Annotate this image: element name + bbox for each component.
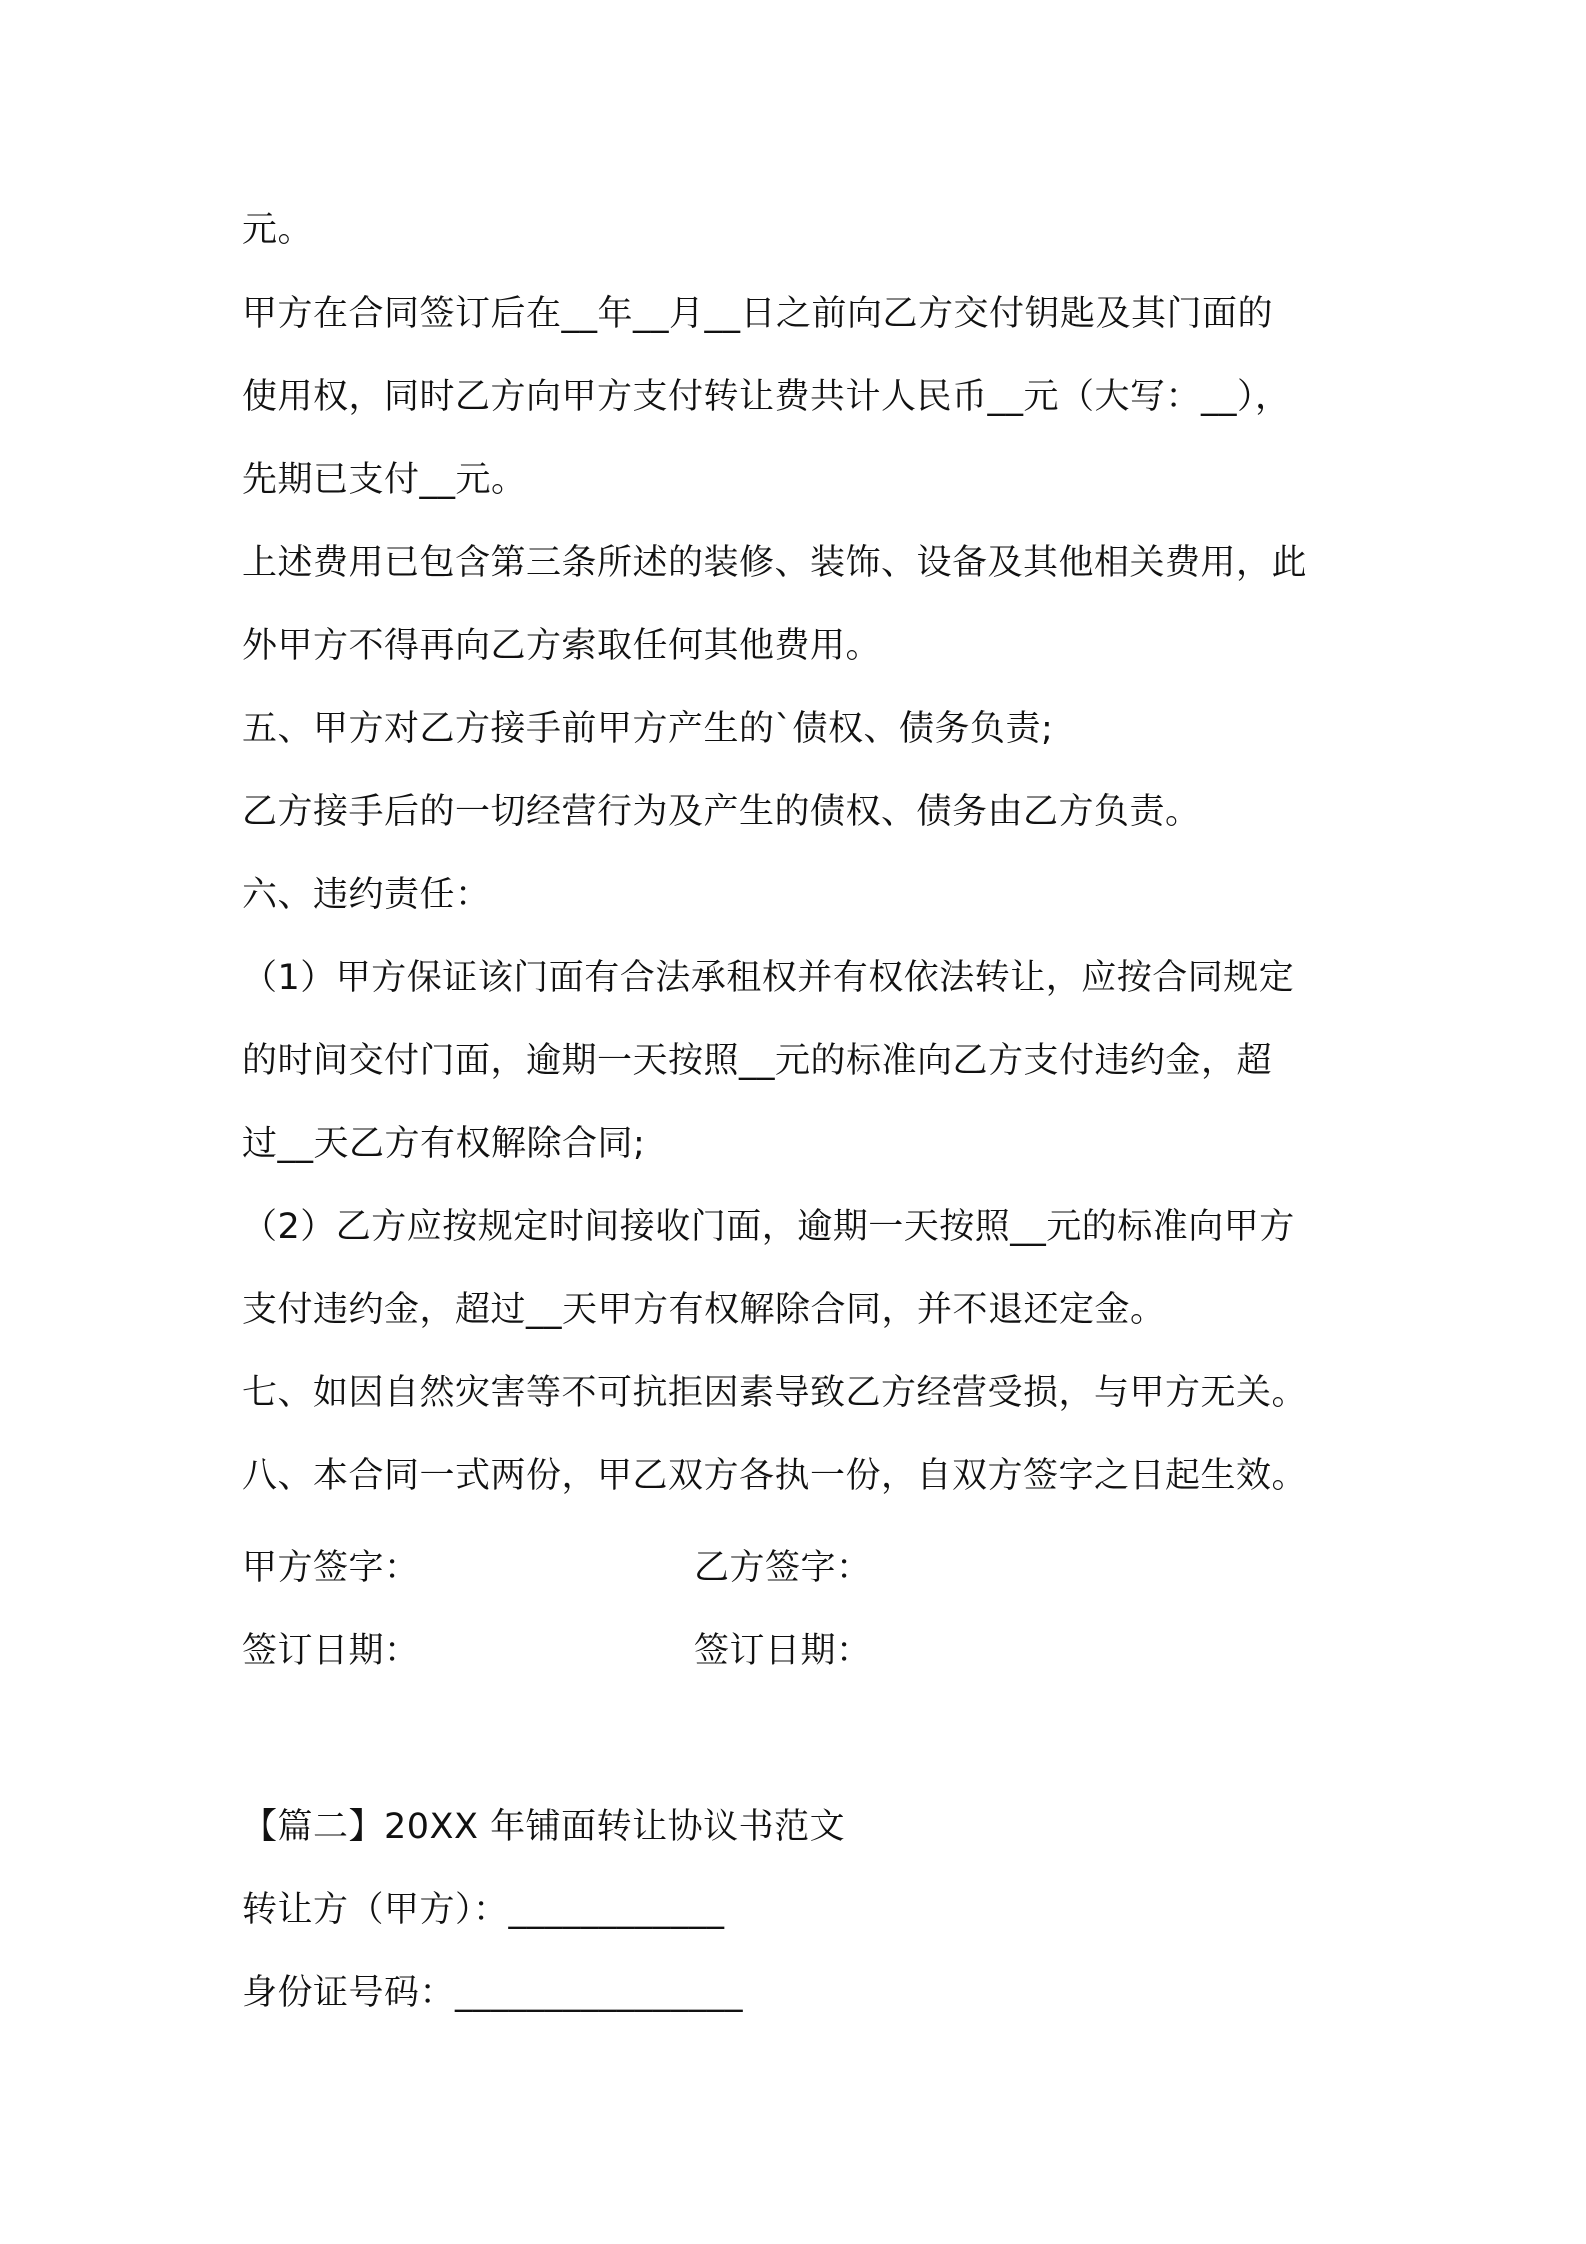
text-line: 上述费用已包含第三条所述的装修、装饰、设备及其他相关费用，此	[242, 543, 1308, 583]
text-line: 过__天乙方有权解除合同;	[242, 1124, 646, 1164]
party-a-signature-label: 甲方签字：	[242, 1548, 420, 1588]
clause-eight: 八、本合同一式两份，甲乙双方各执一份，自双方签字之日起生效。	[242, 1456, 1308, 1496]
text-line: 支付违约金，超过__天甲方有权解除合同，并不退还定金。	[242, 1290, 1166, 1330]
text-line: 使用权，同时乙方向甲方支付转让费共计人民币__元（大写：__），	[242, 377, 1291, 417]
clause-six-heading: 六、违约责任：	[242, 875, 491, 915]
party-b-date-label: 签订日期：	[694, 1631, 872, 1671]
text-line: 外甲方不得再向乙方索取任何其他费用。	[242, 626, 882, 666]
text-line: 元。	[242, 210, 314, 250]
party-a-date-label: 签订日期：	[242, 1631, 420, 1671]
text-line: 乙方接手后的一切经营行为及产生的债权、债务由乙方负责。	[242, 792, 1201, 832]
text-line: （1）甲方保证该门面有合法承租权并有权依法转让，应按合同规定	[242, 958, 1295, 998]
text-line: 甲方在合同签订后在__年__月__日之前向乙方交付钥匙及其门面的	[242, 294, 1274, 334]
text-line: （2）乙方应按规定时间接收门面，逾期一天按照__元的标准向甲方	[242, 1207, 1295, 1247]
id-number-field: 身份证号码：________________	[242, 1973, 744, 2013]
text-line: 先期已支付__元。	[242, 460, 527, 500]
text-line: 的时间交付门面，逾期一天按照__元的标准向乙方支付违约金，超	[242, 1041, 1273, 1081]
transferor-field: 转让方（甲方）：____________	[242, 1890, 725, 1930]
clause-seven: 七、如因自然灾害等不可抗拒因素导致乙方经营受损，与甲方无关。	[242, 1373, 1308, 1413]
clause-five-heading: 五、甲方对乙方接手前甲方产生的`债权、债务负责;	[242, 709, 1054, 749]
section-two-title: 【篇二】20XX 年铺面转让协议书范文	[242, 1807, 846, 1847]
party-b-signature-label: 乙方签字：	[694, 1548, 872, 1588]
